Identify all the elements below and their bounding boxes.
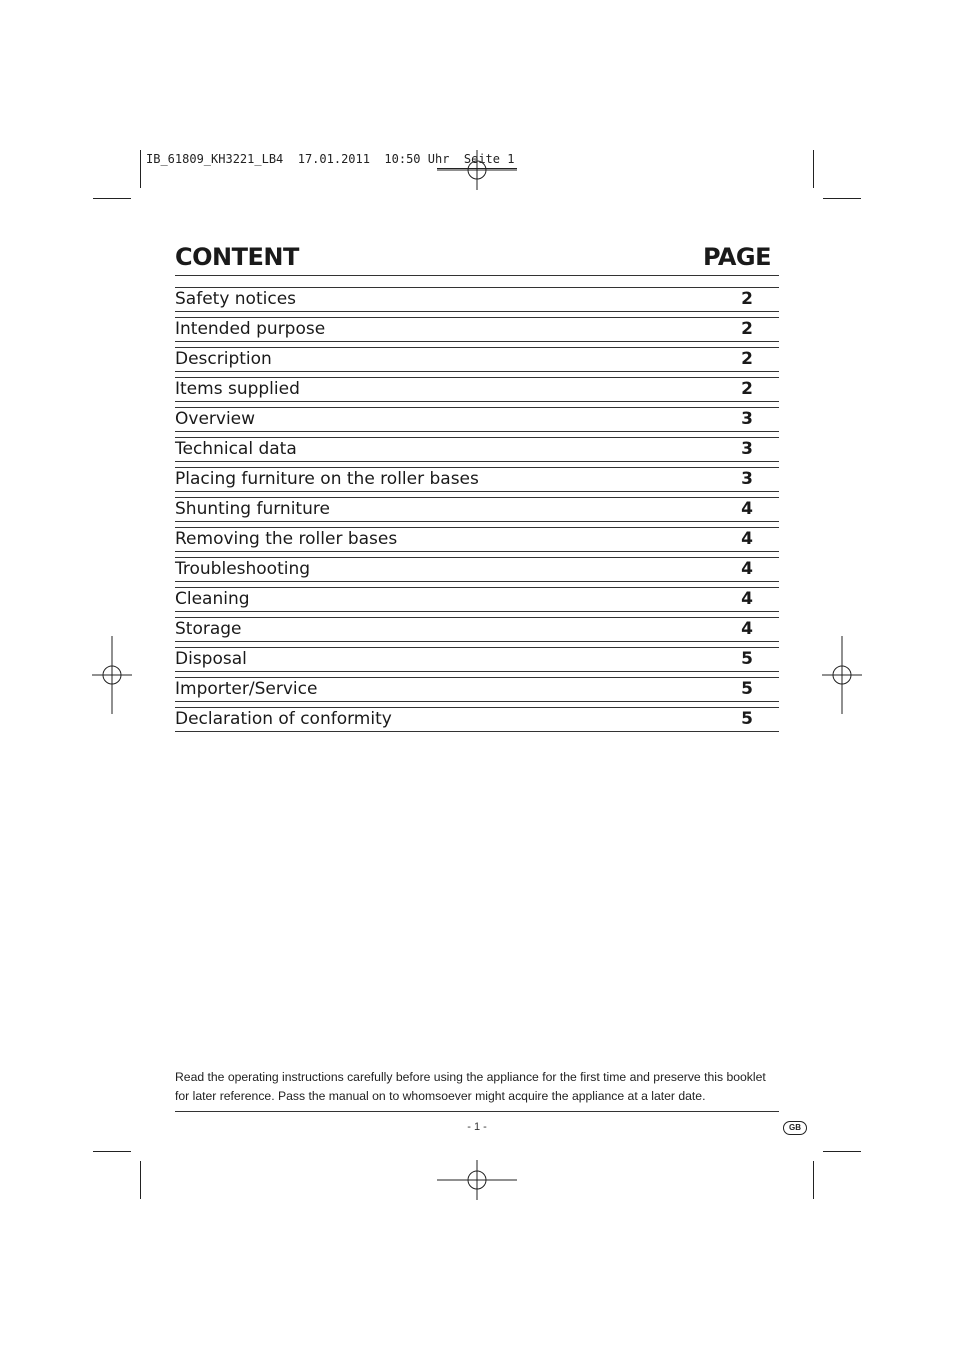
toc-entry-label: Intended purpose — [175, 319, 326, 339]
toc-entry-declaration-of-conformity[interactable] — [175, 707, 779, 732]
toc-list — [175, 287, 779, 737]
toc-title: CONTENT — [175, 243, 299, 271]
toc-entry-shunting-furniture[interactable] — [175, 497, 779, 522]
trim-mark-top-left-h — [93, 198, 131, 199]
toc-entry-page: 4 — [741, 499, 753, 519]
toc-entry-removing-roller-bases[interactable] — [175, 527, 779, 552]
toc-entry-label: Cleaning — [175, 589, 250, 609]
trim-mark-top-right-v — [813, 150, 814, 188]
toc-entry-placing-furniture[interactable] — [175, 467, 779, 492]
footer-rule — [175, 1111, 779, 1112]
toc-entry-description[interactable] — [175, 347, 779, 372]
toc-entry-page: 5 — [741, 709, 753, 729]
toc-entry-disposal[interactable] — [175, 647, 779, 672]
toc-entry-label: Items supplied — [175, 379, 300, 399]
toc-entry-storage[interactable] — [175, 617, 779, 642]
toc-entry-page: 2 — [741, 319, 753, 339]
toc-entry-page: 5 — [741, 679, 753, 699]
trim-mark-bottom-right-v — [813, 1161, 814, 1199]
toc-header — [175, 243, 779, 276]
toc-entry-label: Safety notices — [175, 289, 297, 309]
reading-note: Read the operating instructions carefully before using the appliance for the first time and preserve this booklet for later reference. Pass the manual on to whomsoever might acquire the appliance at a later date. — [175, 1070, 766, 1103]
toc-entry-page: 4 — [741, 529, 753, 549]
toc-entry-label: Storage — [175, 619, 242, 639]
trim-mark-top-left-v — [140, 150, 141, 188]
trim-mark-bottom-right-h — [823, 1151, 861, 1152]
trim-mark-bottom-left-h — [93, 1151, 131, 1152]
registration-mark-left-icon — [92, 636, 132, 714]
toc-entry-page: 3 — [741, 409, 753, 429]
toc-entry-label: Importer/Service — [175, 679, 318, 699]
toc-entry-page: 3 — [741, 439, 753, 459]
toc-entry-page: 2 — [741, 379, 753, 399]
trim-mark-bottom-left-v — [140, 1161, 141, 1199]
toc-entry-intended-purpose[interactable] — [175, 317, 779, 342]
toc-entry-label: Placing furniture on the roller bases — [175, 469, 479, 489]
toc-entry-importer-service[interactable] — [175, 677, 779, 702]
toc-entry-items-supplied[interactable] — [175, 377, 779, 402]
toc-entry-label: Technical data — [175, 439, 297, 459]
toc-entry-label: Disposal — [175, 649, 247, 669]
toc-entry-page: 2 — [741, 289, 753, 309]
toc-entry-page: 5 — [741, 649, 753, 669]
toc-entry-page: 3 — [741, 469, 753, 489]
toc-entry-label: Overview — [175, 409, 256, 429]
page-number: - 1 - — [467, 1121, 487, 1133]
toc-entry-page: 2 — [741, 349, 753, 369]
language-badge: GB — [783, 1121, 807, 1135]
toc-entry-page: 4 — [741, 589, 753, 609]
toc-entry-cleaning[interactable] — [175, 587, 779, 612]
print-slug: IB_61809_KH3221_LB4 17.01.2011 10:50 Uhr Seite 1 — [146, 152, 515, 166]
toc-page-heading: PAGE — [702, 243, 771, 271]
toc-entry-page: 4 — [741, 619, 753, 639]
toc-entry-troubleshooting[interactable] — [175, 557, 779, 582]
toc-entry-page: 4 — [741, 559, 753, 579]
toc-entry-label: Description — [175, 349, 272, 369]
toc-entry-safety-notices[interactable] — [175, 287, 779, 312]
registration-mark-bottom-icon — [437, 1160, 517, 1200]
registration-mark-right-icon — [822, 636, 862, 714]
trim-mark-top-right-h — [823, 198, 861, 199]
toc-entry-label: Declaration of conformity — [175, 709, 392, 729]
toc-entry-technical-data[interactable] — [175, 437, 779, 462]
toc-entry-label: Removing the roller bases — [175, 529, 398, 549]
toc-entry-overview[interactable] — [175, 407, 779, 432]
toc-entry-label: Troubleshooting — [175, 559, 311, 579]
toc-entry-label: Shunting furniture — [175, 499, 330, 519]
registration-mark-top-icon — [437, 150, 517, 190]
